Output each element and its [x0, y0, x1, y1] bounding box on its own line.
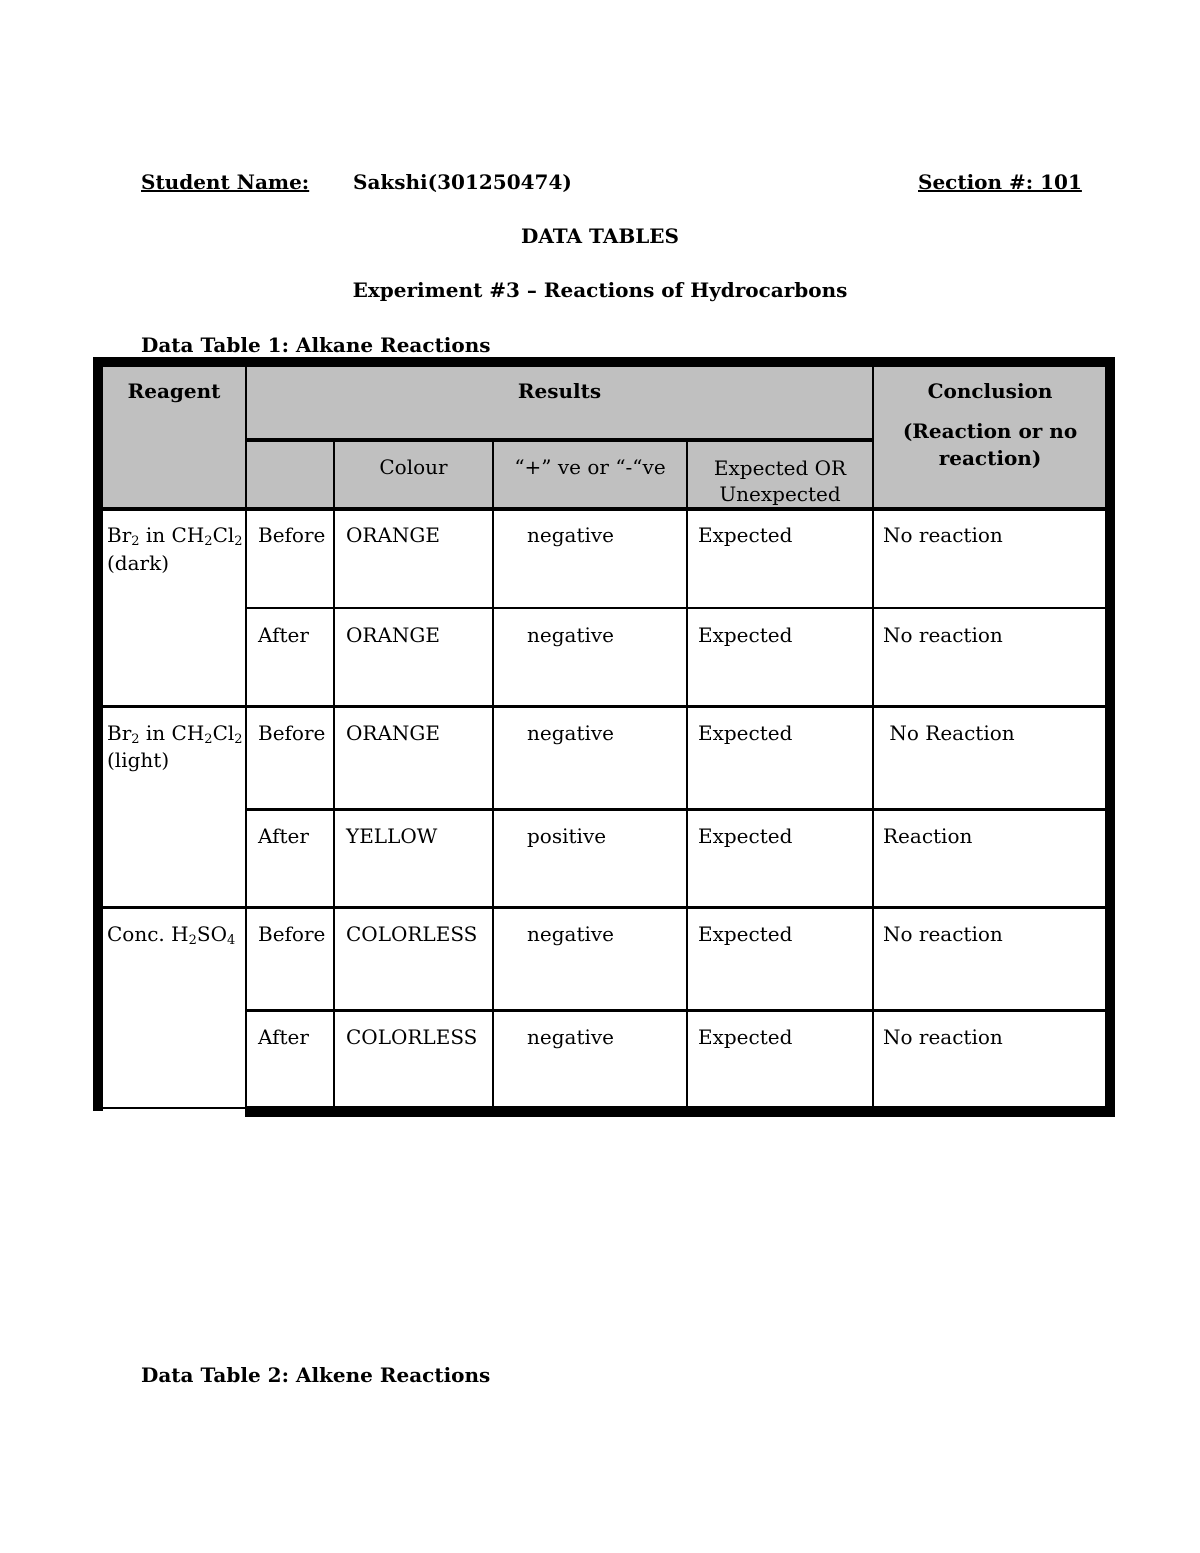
frame-right — [1105, 357, 1115, 1117]
hline-r1 — [245, 607, 1107, 609]
conclusion-cell: No reaction — [883, 922, 1003, 946]
colour-cell: ORANGE — [346, 721, 440, 745]
conclusion-cell: No Reaction — [883, 721, 1015, 745]
phase-cell: After — [258, 623, 309, 647]
reagent-2: $Br_2$ in $CH_2Cl_2$ — [107, 721, 243, 747]
phase-cell: Before — [258, 922, 326, 946]
header-conclusion-sub2: reaction) — [938, 446, 1042, 470]
colour-cell: COLORLESS — [346, 1025, 478, 1049]
colour-cell: ORANGE — [346, 523, 440, 547]
expected-cell: Expected — [698, 721, 793, 745]
expected-cell: Expected — [698, 623, 793, 647]
sign-cell: negative — [527, 623, 615, 647]
hline-results — [245, 438, 874, 442]
table1-caption: Data Table 1: Alkane Reactions — [141, 333, 491, 357]
phase-cell: Before — [258, 721, 326, 745]
vline-1 — [245, 366, 247, 1110]
colour-cell: YELLOW — [346, 824, 438, 848]
phase-cell: Before — [258, 523, 326, 547]
section-label: Section #: 101 — [918, 170, 1082, 194]
header-sign: “+” ve or “-“ve — [514, 455, 666, 479]
header-expected-2: Unexpected — [719, 482, 841, 506]
hline-r5 — [245, 1009, 1107, 1012]
sign-cell: negative — [527, 922, 615, 946]
student-name-value: Sakshi(301250474) — [353, 170, 572, 194]
hline-r4 — [101, 906, 1107, 909]
phase-cell: After — [258, 824, 309, 848]
reagent-3: Conc. $H_2SO_4$ — [107, 922, 236, 948]
conclusion-cell: No reaction — [883, 523, 1003, 547]
sign-cell: negative — [527, 721, 615, 745]
header-reagent: Reagent — [127, 379, 221, 403]
frame-bottom — [245, 1106, 1115, 1117]
header-results: Results — [517, 379, 602, 403]
reagent-1-condition: (dark) — [107, 551, 170, 575]
sign-cell: negative — [527, 523, 615, 547]
expected-cell: Expected — [698, 523, 793, 547]
table2-caption: Data Table 2: Alkene Reactions — [141, 1363, 491, 1387]
vline-5 — [872, 366, 874, 1110]
experiment-title: Experiment #3 – Reactions of Hydrocarbons — [352, 278, 848, 302]
reagent-2-condition: (light) — [107, 748, 170, 772]
header-conclusion-sub1: (Reaction or no — [902, 419, 1078, 443]
expected-cell: Expected — [698, 824, 793, 848]
colour-cell: ORANGE — [346, 623, 440, 647]
conclusion-cell: No reaction — [883, 623, 1003, 647]
student-name-label: Student Name: — [141, 170, 310, 194]
hline-header — [101, 507, 1107, 511]
conclusion-cell: No reaction — [883, 1025, 1003, 1049]
hline-r2 — [101, 705, 1107, 708]
colour-cell: COLORLESS — [346, 922, 478, 946]
frame-bottom-thin — [101, 1107, 246, 1109]
conclusion-cell: Reaction — [883, 824, 973, 848]
header-expected-1: Expected OR — [713, 456, 847, 480]
header-conclusion: Conclusion — [927, 379, 1053, 403]
expected-cell: Expected — [698, 1025, 793, 1049]
phase-cell: After — [258, 1025, 309, 1049]
header-colour: Colour — [379, 455, 448, 479]
expected-cell: Expected — [698, 922, 793, 946]
reagent-1: $Br_2$ in $CH_2Cl_2$ — [107, 523, 243, 549]
sign-cell: negative — [527, 1025, 615, 1049]
frame-left — [93, 357, 103, 1111]
hline-r3 — [245, 808, 1107, 811]
sign-cell: positive — [527, 824, 607, 848]
page-title: DATA TABLES — [521, 224, 679, 248]
